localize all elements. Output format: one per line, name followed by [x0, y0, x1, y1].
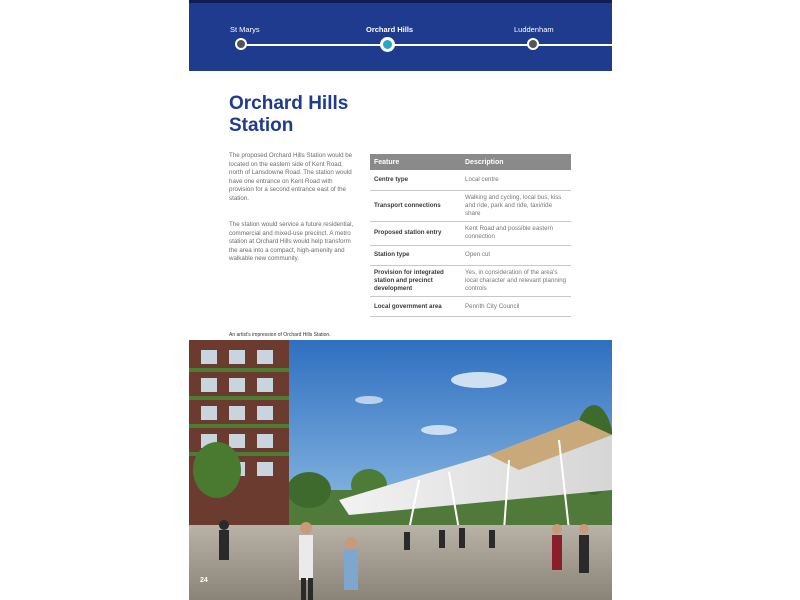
intro-paragraph-2: The station would service a future residential, commercial and mixed-use precinct. A metro station at Orchard Hills would help transform the area into a compact, high-amenity and walkable new community. [229, 221, 354, 263]
stop-label-orchard-hills: Orchard Hills [366, 25, 414, 34]
feature-cell: Centre type [370, 170, 461, 190]
stop-marker-luddenham [527, 38, 539, 50]
feature-cell: Station type [370, 245, 461, 265]
page-title [229, 93, 429, 137]
page-number: 24 [200, 577, 208, 584]
table-row [370, 297, 571, 317]
feature-cell: Provision for integrated station and precinct development [370, 265, 461, 297]
station-artist-impression-image [189, 340, 612, 600]
table-row [370, 265, 571, 297]
description-cell: Walking and cycling, local bus, kiss and ride, park and ride, taxi/ride share [461, 190, 571, 222]
description-cell: Open cut [461, 245, 571, 265]
table-row [370, 170, 571, 190]
stop-marker-orchard-hills [380, 37, 395, 52]
stop-label-luddenham: Luddenham [514, 25, 554, 34]
header-description: Description [461, 154, 571, 170]
top-border [189, 0, 612, 3]
description-cell: Penrith City Council [461, 297, 571, 317]
description-cell: Kent Road and possible eastern connection [461, 222, 571, 245]
feature-cell: Local government area [370, 297, 461, 317]
image-caption: An artist's impression of Orchard Hills Station. [229, 332, 331, 338]
feature-cell: Transport connections [370, 190, 461, 222]
feature-cell: Proposed station entry [370, 222, 461, 245]
stop-label-st-marys: St Marys [230, 25, 260, 34]
title-line-2: Station [229, 115, 294, 136]
header-feature: Feature [370, 154, 461, 170]
description-cell: Yes, in consideration of the area's local character and relevant planning controls [461, 265, 571, 297]
document-page [189, 0, 612, 600]
station-features-table [370, 154, 571, 317]
table-row [370, 222, 571, 245]
intro-paragraph-1: The proposed Orchard Hills Station would be located on the eastern side of Kent Road, north of Lansdowne Road. The station would have one entrance on Kent Road with provision for a second entrance east of the station. [229, 152, 353, 202]
table-row [370, 245, 571, 265]
description-cell: Local centre [461, 170, 571, 190]
metro-line-strip [189, 0, 612, 71]
line-track [241, 44, 612, 46]
title-line-1: Orchard Hills [229, 93, 349, 114]
table-row [370, 190, 571, 222]
stop-marker-st-marys [235, 38, 247, 50]
table-header-row [370, 154, 571, 170]
